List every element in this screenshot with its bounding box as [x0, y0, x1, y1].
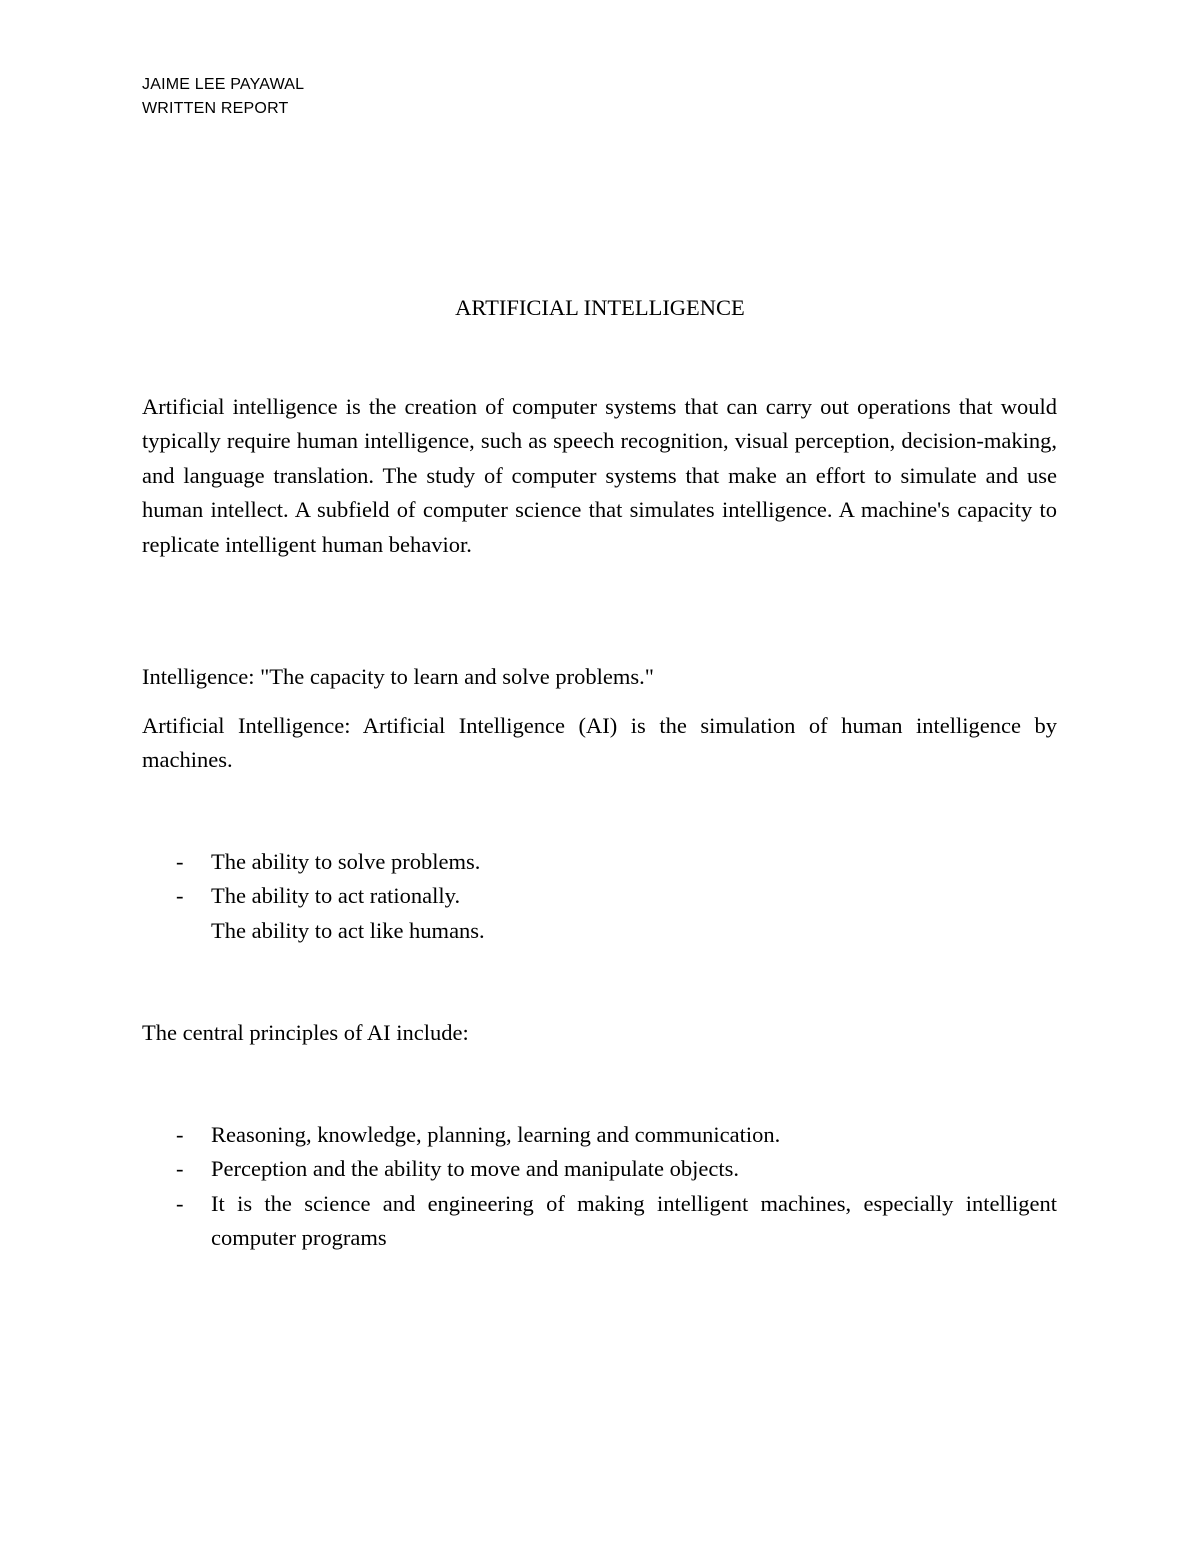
list-item-text: The ability to act rationally.: [211, 883, 461, 909]
dash-bullet: -: [176, 1122, 184, 1147]
list-item-text: The ability to act like humans.: [211, 917, 485, 943]
list-item-text: The ability to solve problems.: [211, 849, 481, 874]
abilities-list: [142, 845, 1057, 948]
principles-heading: The central principles of AI include:: [142, 1020, 469, 1045]
list-item: [142, 1152, 1057, 1186]
dash-bullet: -: [176, 883, 184, 909]
list-item: [142, 1118, 1057, 1152]
list-item: [142, 879, 1057, 913]
document-type: WRITTEN REPORT: [142, 100, 289, 117]
page-title: ARTIFICIAL INTELLIGENCE: [455, 295, 745, 320]
list-item: [142, 914, 1057, 948]
list-item-text: Perception and the ability to move and manipulate objects.: [211, 1156, 739, 1182]
principles-list: [142, 1118, 1057, 1256]
list-item: [142, 845, 1057, 879]
intelligence-definition: Intelligence: "The capacity to learn and solve problems.": [142, 664, 654, 689]
intro-paragraph: Artificial intelligence is the creation of computer systems that can carry out operations that would typically require human intelligence, such as speech recognition, visual perception, decision-making, and language translation. The study of computer systems that make an effort to simulate and use human intellect. A subfield of computer science that simulates intelligence. A machine's capacity to replicate intelligent human behavior.: [142, 394, 1057, 557]
list-item-text: It is the science and engineering of making intelligent machines, especially intelligent computer programs: [211, 1190, 1057, 1251]
list-item-text: Reasoning, knowledge, planning, learning and communication.: [211, 1122, 781, 1147]
dash-bullet: -: [176, 1156, 184, 1182]
document-header: [142, 73, 304, 121]
list-item: [142, 1187, 1057, 1256]
author-name: JAIME LEE PAYAWAL: [142, 76, 305, 93]
dash-bullet: -: [176, 849, 184, 874]
dash-bullet: -: [176, 1190, 184, 1216]
ai-definition: Artificial Intelligence: Artificial Intelligence (AI) is the simulation of human intelligence by machines.: [142, 713, 1057, 773]
